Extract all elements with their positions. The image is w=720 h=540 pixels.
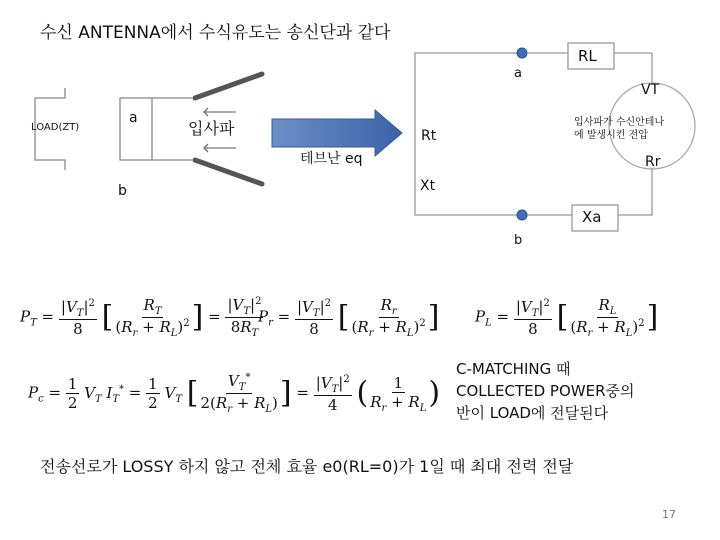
matching-note-line-2: COLLECTED POWER중의 (456, 382, 635, 400)
rr-label: Rr (645, 154, 661, 170)
xa-label: Xa (582, 208, 602, 226)
equation-pc: $P_c$ = $\frac{1}{2}$ $V_T$ $I_T^*$ = $\frac{1}{2}$ $V_T$ [ $\frac{V_T^*}{2(R_r + R_L)}$ ] = $\frac{|V_T|^2}{4}$ ( $\frac{1}{R_r + R_L}$ ) (28, 372, 441, 415)
equation-pr: $P_r$ = $\frac{|V_T|^2}{8}$ [ $\frac{R_r}{(R_r + R_L)^2}$ ] (258, 296, 440, 339)
left-terminal-b: b (118, 183, 127, 199)
load-label: LOAD(ZT) (31, 122, 80, 133)
left-terminal-a: a (129, 110, 138, 126)
efficiency-statement: 전송선로가 LOSSY 하지 않고 전체 효율 e0(RL=0)가 1일 때 최대 전력 전달 (40, 457, 574, 476)
xt-label: Xt (420, 178, 436, 194)
right-terminal-b: b (514, 233, 523, 248)
page-number: 17 (662, 508, 676, 521)
antenna-lower-arm (195, 160, 262, 184)
thevenin-label: 테브난 eq (300, 151, 363, 167)
vt-label: VT (641, 82, 660, 98)
equation-pl: $P_L$ = $\frac{|V_T|^2}{8}$ [ $\frac{R_L}{(R_r + R_L)^2}$ ] (475, 296, 659, 339)
induced-voltage-note-2: 에 발생시킨 전압 (574, 130, 648, 141)
induced-voltage-note-1: 입사파가 수신안테나 (574, 117, 665, 128)
antenna-upper-arm (195, 74, 262, 98)
matching-note-line-1: C-MATCHING 때 (456, 360, 571, 378)
right-terminal-a: a (514, 66, 522, 81)
load-right-box (120, 98, 152, 160)
slide-title: 수신 ANTENNA에서 수식유도는 송신단과 같다 (40, 23, 391, 43)
rt-label: Rt (421, 128, 437, 144)
rl-label: RL (578, 47, 597, 65)
terminal-b (517, 210, 527, 220)
terminal-a (517, 48, 527, 58)
matching-note-line-3: 반이 LOAD에 전달된다 (456, 404, 609, 422)
equation-pt: $P_T$ = $\frac{|V_T|^2}{8}$ [ $\frac{R_T}{(R_r + R_L)^2}$ ] = $\frac{|V_T|^2}{8R_T}$ (20, 296, 262, 339)
incident-wave-label: 입사파 (188, 119, 235, 138)
